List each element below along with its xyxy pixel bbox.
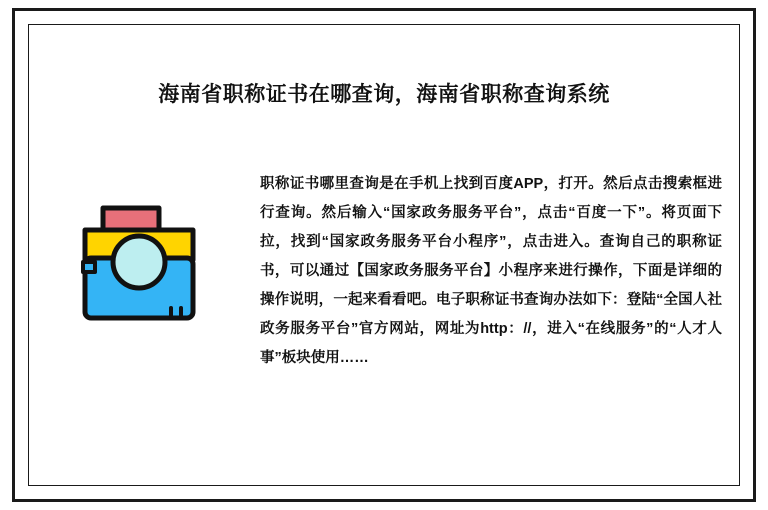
illustration-container: [40, 170, 260, 340]
wallet-card-illustration: [75, 200, 225, 340]
article-body: 职称证书哪里查询是在手机上找到百度APP，打开。然后点击搜索框进行查询。然后输入“国家政务服务平台”，点击“百度一下”。将页面下拉，找到“国家政务服务平台小程序”，点击进入。查询自己的职称证书，可以通过【国家政务服务平台】小程序来进行操作，下面是详细的操作说明，一起来看看吧。电子职称证书查询办法如下：登陆“全国人社政务服务平台”官方网站，网址为http：//，进入“在线服务”的“人才人事”板块使用……: [260, 176, 722, 366]
content-area: [40, 170, 728, 373]
page-title: 海南省职称证书在哪查询，海南省职称查询系统: [158, 83, 610, 106]
